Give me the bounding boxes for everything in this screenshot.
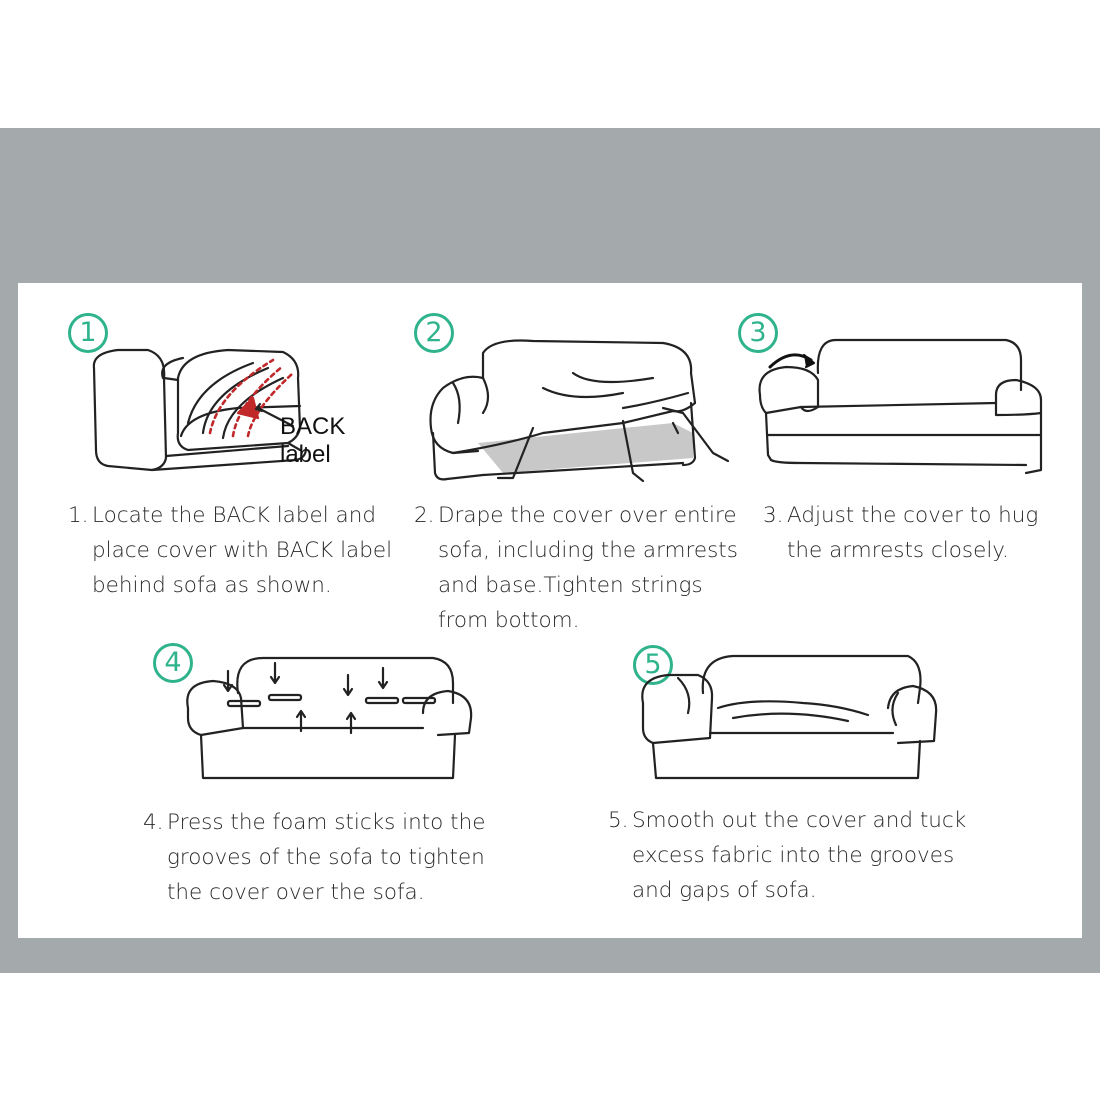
step-1-badge: 1	[68, 313, 108, 353]
step-2-line-2: sofa, including the armrests	[438, 538, 738, 563]
step-3-sofa-illustration	[756, 335, 1041, 485]
step-4-sofa-illustration	[183, 653, 473, 798]
step-2-line-3: and base.Tighten strings	[438, 573, 703, 598]
step-4-number: 4.	[143, 810, 164, 835]
step-2-line-4: from bottom.	[438, 608, 580, 633]
step-3-line-2: the armrests closely.	[787, 538, 1009, 563]
step-1-line-1: Locate the BACK label and	[92, 503, 376, 528]
step-2-line-1: Drape the cover over entire	[438, 503, 737, 528]
step-3-caption	[763, 498, 1038, 568]
step-5-line-3: and gaps of sofa.	[632, 878, 817, 903]
step-5-line-2: excess fabric into the grooves	[632, 843, 955, 868]
step-2-sofa-illustration	[423, 333, 743, 488]
step-3-badge: 3	[738, 313, 778, 353]
step-4-line-1: Press the foam sticks into the	[167, 810, 486, 835]
step-2-number: 2.	[414, 503, 435, 528]
step-5-caption	[608, 803, 966, 908]
step-5-number: 5.	[608, 808, 629, 833]
step-1-line-2: place cover with BACK label	[92, 538, 393, 563]
step-5-sofa-illustration	[638, 653, 938, 798]
step-2-badge: 2	[414, 313, 454, 353]
step-4-line-2: grooves of the sofa to tighten	[167, 845, 485, 870]
step-1-sofa-illustration	[88, 338, 408, 488]
step-4-badge: 4	[153, 643, 193, 683]
step-3-line-1: Adjust the cover to hug	[787, 503, 1039, 528]
step-5-line-1: Smooth out the cover and tuck	[632, 808, 967, 833]
step-5-badge: 5	[633, 645, 673, 685]
step-1-caption	[68, 498, 392, 603]
instructions-panel	[18, 283, 1082, 938]
step-4-caption	[143, 805, 485, 910]
step-3-number: 3.	[763, 503, 784, 528]
step-2-caption	[414, 498, 738, 638]
back-label-callout: BACK label	[280, 413, 346, 468]
step-1-line-3: behind sofa as shown.	[92, 573, 332, 598]
step-1-number: 1.	[68, 503, 89, 528]
step-4-line-3: the cover over the sofa.	[167, 880, 425, 905]
